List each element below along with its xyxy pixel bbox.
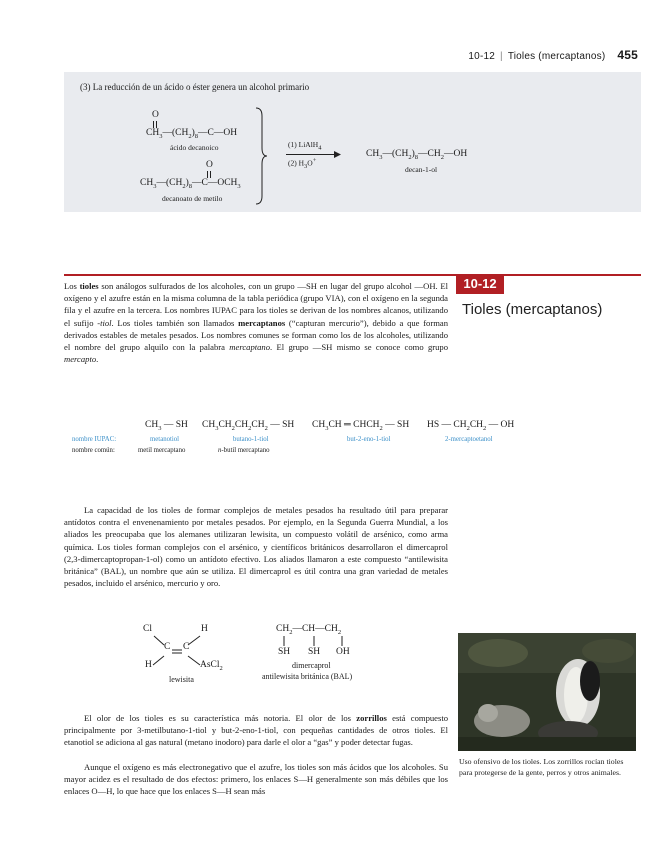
formula-mercaptoethanol: HS — $CH_2CH_2$ — OH <box>427 420 515 432</box>
formula-methanethiol: $CH_3$ — SH <box>145 420 188 432</box>
reaction-heading: (3) La reducción de un ácido o éster genera un alcohol primario <box>80 82 310 92</box>
dimercaprol-sh-2: SH <box>308 647 321 657</box>
photo-caption: Uso ofensivo de los tioles. Los zorrillos rocían tioles para protegerse de la gente, perros y otros animales. <box>459 757 624 777</box>
lewisite-ascl2: AsCl$_2$ <box>200 660 223 672</box>
reagent-2: (2) $H_3O^+$ <box>288 157 317 170</box>
section-title: Tioles (mercaptanos) <box>462 301 603 318</box>
skunk-image-icon <box>458 633 636 751</box>
formula-butanethiol: $CH_3CH_2CH_2CH_2$ — SH <box>202 420 295 432</box>
dimercaprol-oh: OH <box>336 647 350 657</box>
section-number: 10-12 <box>456 274 504 294</box>
acid-name: ácido decanoico <box>170 143 219 152</box>
reaction-arrow-shaft <box>286 154 336 155</box>
antidote-paragraph: La capacidad de los tioles de formar complejos de metales pesados ha resultado útil para preparar antídotos contra el envenenamiento por metales pesados. Por ejemplo, en la Segunda Guerra Mundial, a los aliados les preocupaba que los alemanes utilizaran lewisita, un compuesto volátil de arsénico, como arma química. Los tioles forman complejos con el arsénico, y científicos británicos desarrollaron el dimercaprol (2,3-dimercaptopropan-1-ol) como un antídoto efectivo. Los aliados llamaron a este compuesto “antilewisita británica” (BAL), un nombre que aún se utiliza. El dimercaprol es útil contra una gran variedad de metales pesados, incluido el arsénico, mercurio y oro. <box>64 505 448 589</box>
dimercaprol-backbone: $CH_2—CH—CH_2$ <box>276 624 342 636</box>
dimercaprol-name: dimercaprol <box>292 661 331 670</box>
double-bond-1 <box>153 121 157 128</box>
dimercaprol-sh-1: SH <box>278 647 291 657</box>
ester-name: decanoato de metilo <box>162 194 223 203</box>
double-bond-2 <box>207 171 211 178</box>
lewisite-h-bottom: H <box>145 660 152 670</box>
iupac-name: 2-mercaptoetanol <box>445 436 493 443</box>
common-name: metil mercaptano <box>138 447 186 454</box>
lewisite-h-top: H <box>201 624 208 634</box>
arrow-head-icon <box>334 151 342 158</box>
iupac-name: but-2-eno-1-tiol <box>347 436 391 443</box>
reagent-1: (1) LiAlH$_4$ <box>288 140 322 152</box>
decanol-formula: $CH_3—(CH_2)_8—CH_2—OH$ <box>366 149 468 161</box>
common-name: n-butil mercaptano <box>218 447 270 454</box>
header-section: 10-12 <box>468 51 495 62</box>
odor-paragraph: El olor de los tioles es su característica más notoria. El olor de los zorrillos está compuesto principalmente por 3-metilbutano-1-tiol y but-2-eno-1-tiol, con pequeñas cantidades de otros tioles. El etanotiol se adiciona al gas natural (metano inodoro) para darle el olor a “gas” y poder detectar fugas. <box>64 713 449 748</box>
decanoic-acid-formula: $CH_3—(CH_2)_8—C—OH$ <box>146 128 238 140</box>
intro-paragraph: Los tioles son análogos sulfurados de los alcoholes, con un grupo —SH en lugar del grupo alcohol —OH. El oxígeno y el azufre están en la misma columna de la tabla periódica (grupo VIA), con el oxígeno en la segunda fila y el azufre en la tercera. Los nombres IUPAC para los tioles se derivan de los nombres alcanos, utilizando el sufijo -tiol. Los tioles también son llamados mercaptanos (“capturan mercurio”), debido a que forman derivados estables de metales pesados. Los nombres comunes se forman como los de los alcoholes, utilizando el nombre del grupo alquilo con la palabra mercaptano. El grupo —SH mismo se conoce como grupo mercapto. <box>64 281 449 365</box>
carbonyl-o-2: O <box>206 160 213 170</box>
lewisite-cl: Cl <box>143 624 152 634</box>
acidity-paragraph: Aunque el oxígeno es más electronegativo que el azufre, los tioles son más ácidos que los alcoholes. Su mayor acidez es el resultado de dos efectos: primero, los enlaces S—H generalmente son más débiles que los enlaces O—H, lo que hace que los enlaces S—H sean más <box>64 762 448 797</box>
bal-name: antilewisita británica (BAL) <box>262 672 353 681</box>
skunk-photo <box>458 633 636 751</box>
lewisite-c2: C <box>183 642 190 652</box>
brace-icon <box>254 106 268 206</box>
formula-butenethiol: $CH_3CH$ ═ $CHCH_2$ — SH <box>312 420 410 432</box>
reaction-box <box>64 72 641 212</box>
page-number: 455 <box>617 48 638 62</box>
row-label-iupac: nombre IUPAC: <box>72 436 117 443</box>
carbonyl-o-1: O <box>152 110 159 120</box>
product-name: decan-1-ol <box>405 165 438 174</box>
lewisite-c1: C <box>164 642 171 652</box>
lewisite-name: lewisita <box>169 675 194 684</box>
row-label-common: nombre común: <box>72 447 115 454</box>
header-title: Tioles (mercaptanos) <box>507 51 606 62</box>
section-rule <box>64 274 641 276</box>
iupac-name: metanotiol <box>150 436 180 443</box>
methyl-decanoate-formula: $CH_3—(CH_2)_8—C—OCH_3$ <box>140 178 241 190</box>
iupac-name: butano-1-tiol <box>233 436 269 443</box>
running-head: 10-12 | Tioles (mercaptanos) 455 <box>468 48 638 62</box>
